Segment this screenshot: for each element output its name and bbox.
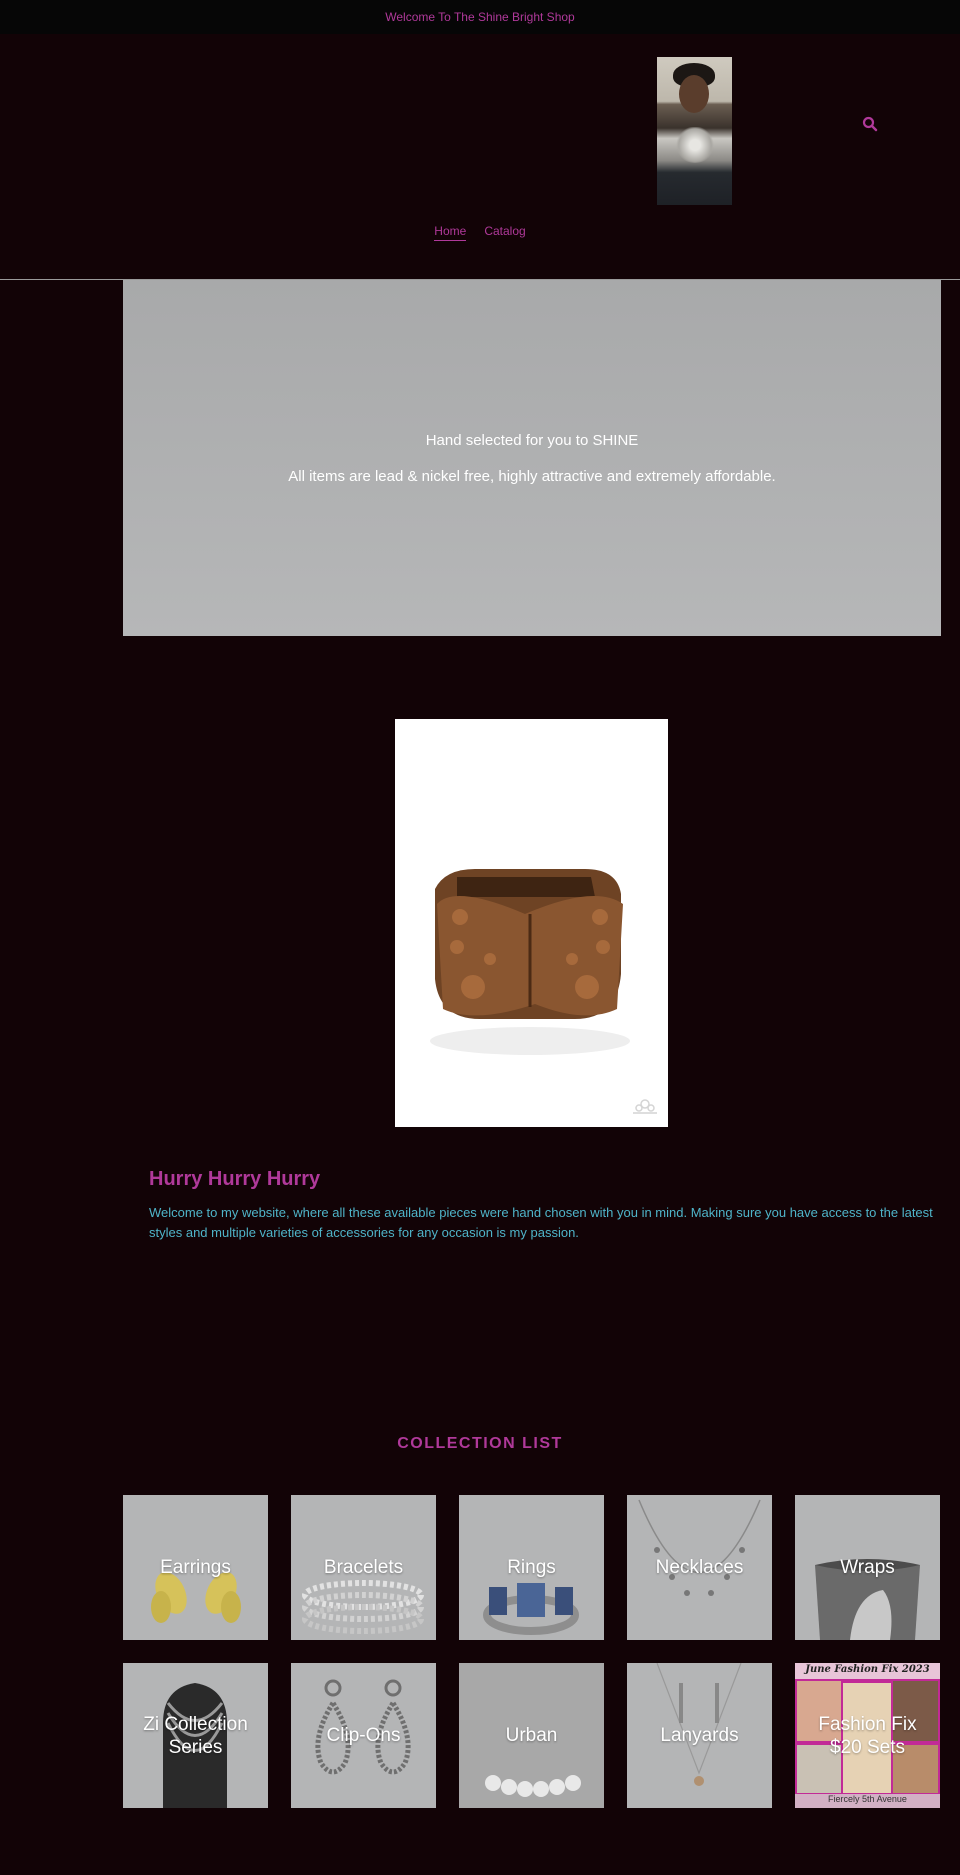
collection-fashion-fix[interactable]: [795, 1663, 940, 1808]
collection-lanyards[interactable]: [627, 1663, 772, 1808]
hero-text: All items are lead & nickel free, highly attractive and extremely affordable.: [288, 468, 776, 485]
collection-wraps[interactable]: [795, 1495, 940, 1640]
announcement-text: Welcome To The Shine Bright Shop: [385, 10, 575, 24]
fashion-fix-footer-text: Fiercely 5th Avenue: [828, 1794, 907, 1804]
nav-catalog[interactable]: Catalog: [484, 224, 526, 238]
search-icon[interactable]: [862, 116, 878, 132]
collection-label: Wraps: [840, 1557, 895, 1578]
collection-bracelets[interactable]: [291, 1495, 436, 1640]
feature-text: Welcome to my website, where all these available pieces were hand chosen with you in mind. Making sure you have access to the latest styles and multiple varieties of accessories for any occasion is my passion.: [149, 1205, 933, 1240]
hero-banner: [123, 280, 941, 636]
collection-necklaces[interactable]: [627, 1495, 772, 1640]
collection-label: Zi Collection Series: [143, 1713, 248, 1758]
fashion-fix-banner-text: June Fashion Fix 2023: [805, 1664, 930, 1675]
site-header: [0, 34, 960, 279]
collection-earrings[interactable]: [123, 1495, 268, 1640]
collection-label: Clip-Ons: [326, 1725, 401, 1746]
collection-list-heading: COLLECTION LIST: [397, 1435, 563, 1452]
collection-label: Urban: [505, 1725, 558, 1746]
main-nav: [0, 224, 960, 241]
collection-label: Rings: [507, 1557, 556, 1578]
collection-urban[interactable]: [459, 1663, 604, 1808]
collection-label: Necklaces: [655, 1557, 744, 1578]
store-logo[interactable]: [657, 57, 732, 205]
collection-zi-series[interactable]: [123, 1663, 268, 1808]
collection-clip-ons[interactable]: [291, 1663, 436, 1808]
announcement-bar: [0, 0, 960, 34]
collection-label: Earrings: [160, 1557, 231, 1578]
collection-label: Fashion Fix $20 Sets: [818, 1713, 917, 1758]
featured-product-image: [395, 719, 668, 1127]
collection-label: Bracelets: [323, 1557, 404, 1578]
hero-title: Hand selected for you to SHINE: [425, 432, 639, 449]
nav-home[interactable]: Home: [434, 224, 466, 241]
collection-label: Lanyards: [660, 1725, 739, 1746]
feature-heading: Hurry Hurry Hurry: [149, 1168, 321, 1190]
collection-rings[interactable]: [459, 1495, 604, 1640]
